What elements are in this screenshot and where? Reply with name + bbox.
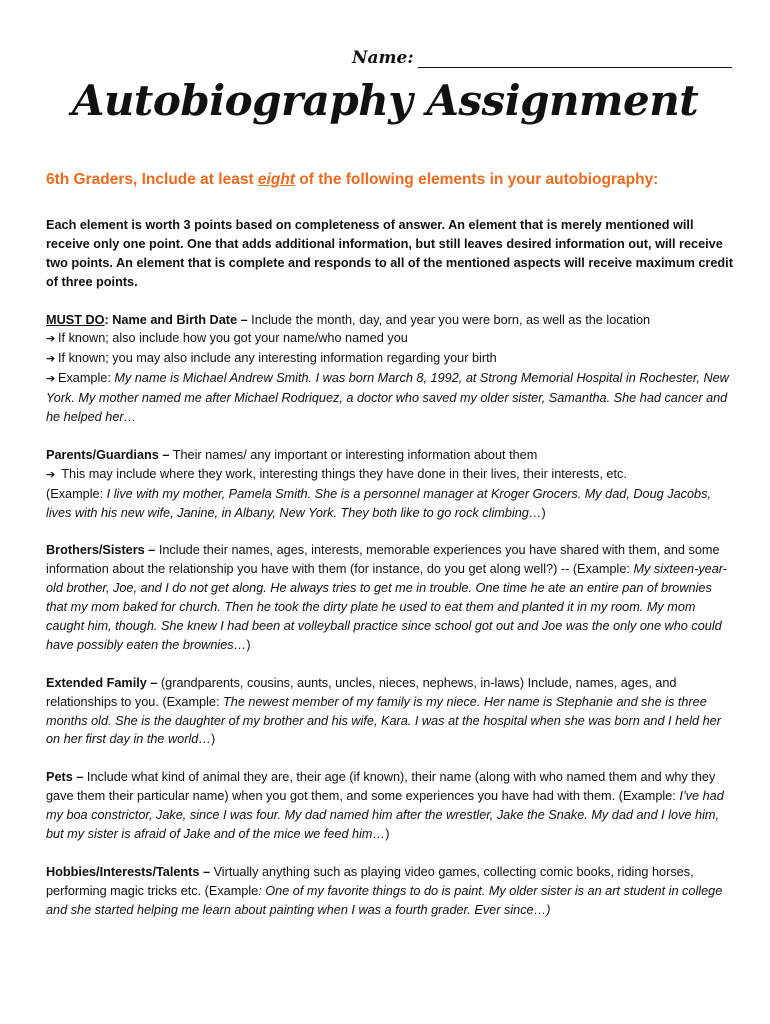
section-heading: : Name and Birth Date – <box>104 312 248 327</box>
bullet-label: Example: <box>58 371 115 386</box>
example-text: I’ve had my boa constrictor, Jake, since I was four. My dad named him after the wrestler, Jake the Snake. My dad and I love him, but my sister is afraid of Jake and of the mice we feed him… <box>46 789 724 841</box>
bullet-text: This may include where they work, interesting things they have done in their lives, their interests, etc. <box>58 466 627 481</box>
section-text: Include the month, day, and year you were born, as well as the location <box>247 312 651 327</box>
example-text: My sixteen-year-old brother, Joe, and I do not get along. He always tries to get me in trouble. One time he ate an entire pan of brownies that my mom baked for church. Then he took the dirty plate he used to eat them and planted it in my room. My mom caught him, though. She knew I had been at volleyball practice since school got out and Joe was the only one who could have possibly eaten the brownies… <box>46 562 728 652</box>
section-parents-lead <box>46 446 736 465</box>
name-field[interactable] <box>352 44 732 68</box>
example-close: ) <box>246 637 251 652</box>
example-text: : One of my favorite things to do is paint. My older sister is an art student in college and she started helping me learn about painting when I was a fourth grader. Ever since…) <box>46 883 723 917</box>
section-heading: Brothers/Sisters – <box>46 543 156 558</box>
example-close: ) <box>541 505 546 520</box>
example-open: (Example: <box>46 486 107 501</box>
section-pets-text <box>46 768 736 844</box>
section-extended-family-text <box>46 674 736 750</box>
section-text: Include their names, ages, interests, memorable experiences you have shared with them, and some information about the relationship you have with them (for instance, do you get along well?) -- (Example: <box>46 543 720 577</box>
arrow-right-icon: ➔ <box>46 353 56 366</box>
section-hobbies <box>46 863 736 920</box>
arrow-right-icon: ➔ <box>46 373 56 386</box>
section-text: (grandparents, cousins, aunts, uncles, nieces, nephews, in-laws) Include, names, ages, and relationships to you. (Example: <box>46 675 677 709</box>
section-text: Virtually anything such as playing video games, collecting comic books, riding horses, performing magic tricks etc. (Example <box>46 864 694 898</box>
example-text: The newest member of my family is my niece. Her name is Stephanie and she is three months old. She is the daughter of my brother and his wife, Kara. I was at the hospital when she was born and I held her on her first day in the world… <box>46 694 721 747</box>
arrow-right-icon: ➔ <box>46 333 56 346</box>
instructions-prefix: 6th Graders, Include at least <box>46 171 258 188</box>
section-extended-family <box>46 674 736 750</box>
bullet-item <box>46 369 736 427</box>
section-parents <box>46 446 736 523</box>
section-heading: Parents/Guardians – <box>46 447 170 462</box>
section-heading: Extended Family – <box>46 675 158 690</box>
section-hobbies-text <box>46 863 736 920</box>
name-label: Name: <box>352 48 414 68</box>
section-name-birth-lead <box>46 311 736 330</box>
section-heading: Hobbies/Interests/Talents – <box>46 864 211 879</box>
bullet-item <box>46 349 736 369</box>
page-title: Autobiography Assignment <box>71 76 699 125</box>
bullet-text: If known; also include how you got your name/who named you <box>58 331 408 346</box>
instructions-heading <box>46 171 746 189</box>
example-paragraph <box>46 485 736 523</box>
instructions-suffix: of the following elements in your autobiography: <box>294 171 659 188</box>
name-blank-line[interactable] <box>418 53 732 68</box>
arrow-right-icon: ➔ <box>46 468 56 481</box>
instructions-emphasis: eight <box>257 171 295 188</box>
bullet-item <box>46 329 736 349</box>
bullet-text: If known; you may also include any interesting information regarding your birth <box>58 351 497 366</box>
example-text: I live with my mother, Pamela Smith. She is a personnel manager at Kroger Grocers. My dad, Doug Jacobs, lives with his new wife, Janine, in Albany, New York. They both like to go rock climbing… <box>46 486 711 520</box>
example-close: ) <box>385 826 390 841</box>
grading-intro: Each element is worth 3 points based on completeness of answer. An element that is merely mentioned will receive only one point. One that adds additional information, but still leaves desired information out, will receive two points. An element that is complete and responds to all of the mentioned aspects will receive maximum credit of three points. <box>46 218 733 289</box>
section-name-birth <box>46 311 736 427</box>
section-siblings-text <box>46 541 736 654</box>
section-text: Their names/ any important or interesting information about them <box>169 447 538 462</box>
example-close: ) <box>211 732 216 747</box>
assignment-body <box>46 216 736 938</box>
section-siblings <box>46 541 736 654</box>
section-pets <box>46 768 736 844</box>
example-text: My name is Michael Andrew Smith. I was born March 8, 1992, at Strong Memorial Hospital in Rochester, New York. My mother named me after Michael Rodriquez, a doctor who saved my older sister, Samantha. She had cancer and he helped her… <box>46 371 729 425</box>
must-do-label: MUST DO <box>46 312 105 327</box>
section-text: Include what kind of animal they are, their age (if known), their name (along with who named them and why they gave them their particular name) when you got them, and some experiences you have had with them. (Example: <box>46 770 716 804</box>
section-heading: Pets – <box>46 770 84 785</box>
bullet-item <box>46 465 736 485</box>
